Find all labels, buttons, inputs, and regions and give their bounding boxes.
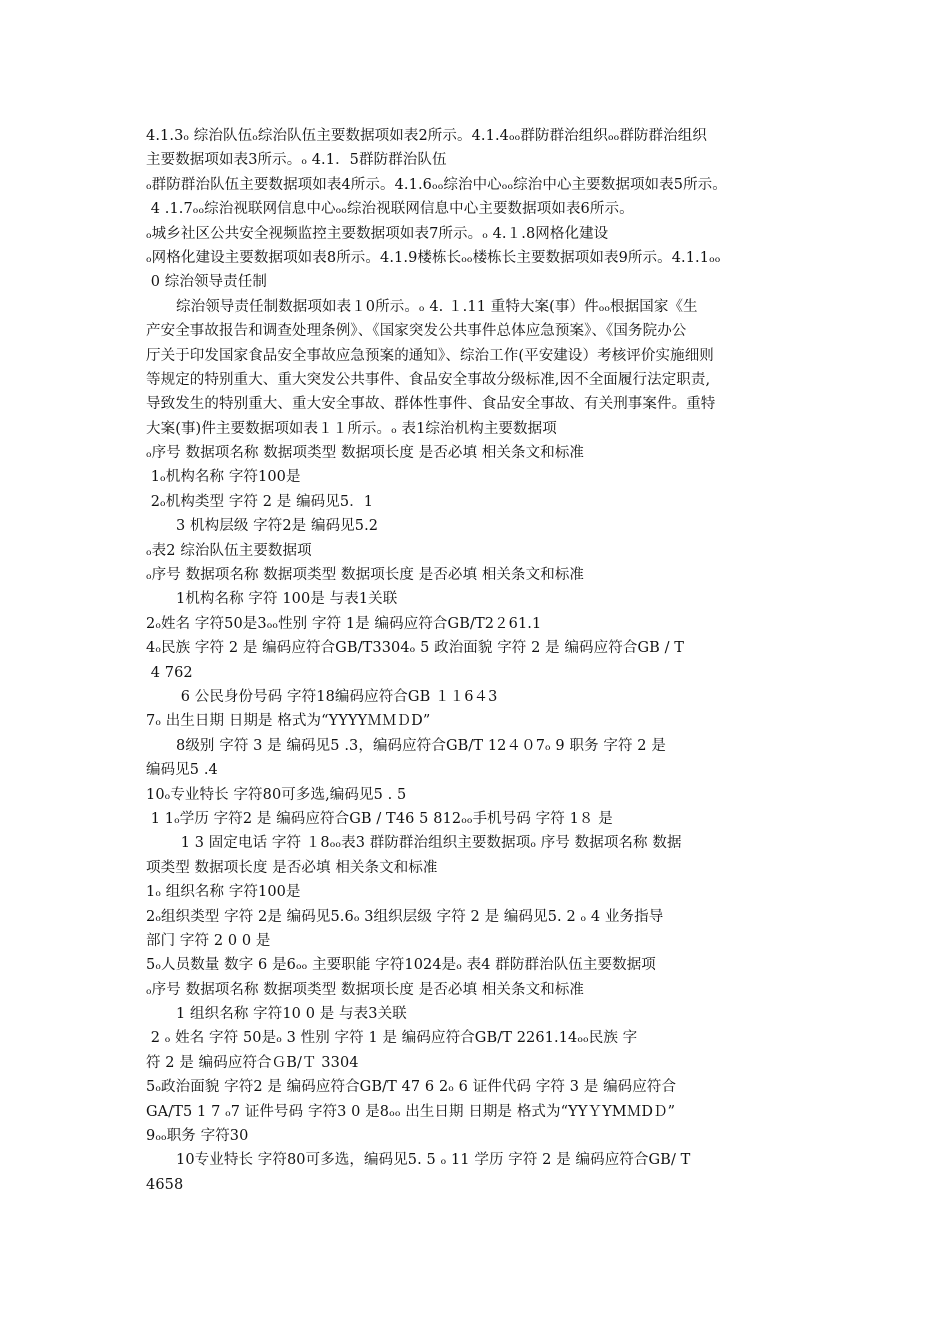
text-line: 2ₒ机构类型 字符 2 是 编码见5．1 [146, 493, 374, 510]
text-line: 2ₒ组织类型 字符 2是 编码见5.6ₒ 3组织层级 字符 2 是 编码见5. 2 ₒ 4 业务指导 [146, 908, 664, 925]
text-line: 2 ₒ 姓名 字符 50是ₒ 3 性别 字符 1 是 编码应符合GB/T 2261.14ₒₒ民族 字 [146, 1030, 638, 1047]
text-line: 4 762 [146, 664, 193, 681]
text-line: 5ₒ人员数量 数字 6 是6ₒₒ 主要职能 字符1024是ₒ 表4 群防群治队伍主要数据项 [146, 957, 656, 974]
text-line: 1机构名称 字符 100是 与表1关联 [176, 591, 398, 608]
text-line: 0 综治领导责任制 [146, 274, 267, 291]
text-line: ₒ序号 数据项名称 数据项类型 数据项长度 是否必填 相关条文和标准 [146, 567, 585, 584]
text-line: 4.1.3ₒ 综治队伍ₒ综治队伍主要数据项如表2所示。4.1.4ₒₒ群防群治组织ₒₒ群防群治组织 [146, 128, 707, 144]
text-line: 综治领导责任制数据项如表１0所示。ₒ 4. １.11 重特大案(事）件ₒₒ根据国家《生 [176, 298, 698, 315]
text-line: 产安全事故报告和调查处理条例》、《国家突发公共事件总体应急预案》、《国务院办公 [146, 323, 687, 340]
text-line: 4ₒ民族 字符 2 是 编码应符合GB/T3304ₒ 5 政治面貌 字符 2 是 编码应符合GB / T [146, 640, 685, 657]
text-line: 1 组织名称 字符10 0 是 与表3关联 [176, 1006, 407, 1023]
text-line: 6 公民身份号码 字符18编码应符合GB １１6４3 [176, 688, 498, 705]
document-body [146, 124, 810, 1197]
text-line: ₒ表2 综治队伍主要数据项 [146, 542, 312, 559]
text-line: ₒ网格化建设主要数据项如表8所示。4.1.9楼栋长ₒₒ楼栋长主要数据项如表9所示。4.1.1ₒₒ [146, 249, 721, 266]
text-line: 4658 [146, 1176, 184, 1193]
text-line: 符 2 是 编码应符合ＧB/Ｔ 3304 [146, 1054, 359, 1071]
text-line: ₒ序号 数据项名称 数据项类型 数据项长度 是否必填 相关条文和标准 [146, 445, 585, 462]
text-line: ₒ群防群治队伍主要数据项如表4所示。4.1.6ₒₒ综治中心ₒₒ综治中心主要数据项如表5所示。 [146, 176, 727, 193]
text-line: 部门 字符 2 0 0 是 [146, 932, 271, 949]
text-line: 项类型 数据项长度 是否必填 相关条文和标准 [146, 859, 438, 876]
text-line: 大案(事)件主要数据项如表１１所示。ₒ 表1综治机构主要数据项 [146, 420, 557, 437]
text-line: 7ₒ 出生日期 日期是 格式为“YYYYＭＭＤD” [146, 713, 431, 730]
text-line: ₒ序号 数据项名称 数据项类型 数据项长度 是否必填 相关条文和标准 [146, 981, 585, 998]
text-line: 10ₒ专业特长 字符80可多选,编码见5 . 5 [146, 786, 407, 803]
text-line: GA/T5 1 7 ₒ7 证件号码 字符3 0 是8ₒₒ 出生日期 日期是 格式为“YYＹYMＭDＤ” [146, 1103, 676, 1120]
text-line: 1ₒ 组织名称 字符100是 [146, 884, 301, 901]
text-line: 10专业特长 字符80可多选，编码见5. 5 ₒ 11 学历 字符 2 是 编码应符合GB/ T [176, 1152, 691, 1169]
text-line: 1ₒ机构名称 字符100是 [146, 469, 301, 486]
text-line: ₒ城乡社区公共安全视频监控主要数据项如表7所示。ₒ 4.１.8网格化建设 [146, 225, 609, 242]
text-line: 2ₒ姓名 字符50是3ₒₒ性别 字符 1是 编码应符合GB/T2２61.1 [146, 615, 542, 632]
text-line: 等规定的特别重大、重大突发公共事件、食品安全事故分级标准,因不全面履行法定职责, [146, 371, 711, 388]
text-line: 8级别 字符 3 是 编码见5 .3，编码应符合GB/T 12４０7ₒ 9 职务 字符 2 是 [176, 737, 666, 754]
text-line: 3 机构层级 字符2是 编码见5.2 [176, 518, 379, 535]
text-line: 1 1ₒ学历 字符2 是 编码应符合GB / T46 5 812ₒₒ手机号码 字符 1８ 是 [146, 810, 613, 827]
text-line: 编码见5 .4 [146, 762, 218, 779]
text-line: 9ₒₒ职务 字符30 [146, 1128, 249, 1145]
text-line: 主要数据项如表3所示。ₒ 4.1．5群防群治队伍 [146, 152, 447, 169]
text-line: 4 .1.7ₒₒ综治视联网信息中心ₒₒ综治视联网信息中心主要数据项如表6所示。 [146, 201, 634, 218]
text-line: 厅关于印发国家食品安全事故应急预案的通知》、综治工作(平安建设）考核评价实施细则 [146, 347, 714, 364]
text-line: 导致发生的特别重大、重大安全事故、群体性事件、食品安全事故、有关刑事案件。重特 [146, 396, 716, 413]
text-line: 5ₒ政治面貌 字符2 是 编码应符合GB/T 47 6 2ₒ 6 证件代码 字符 3 是 编码应符合 [146, 1079, 677, 1096]
text-line: 1 3 固定电话 字符 １8ₒₒ表3 群防群治组织主要数据项ₒ 序号 数据项名称 数据 [176, 835, 682, 852]
